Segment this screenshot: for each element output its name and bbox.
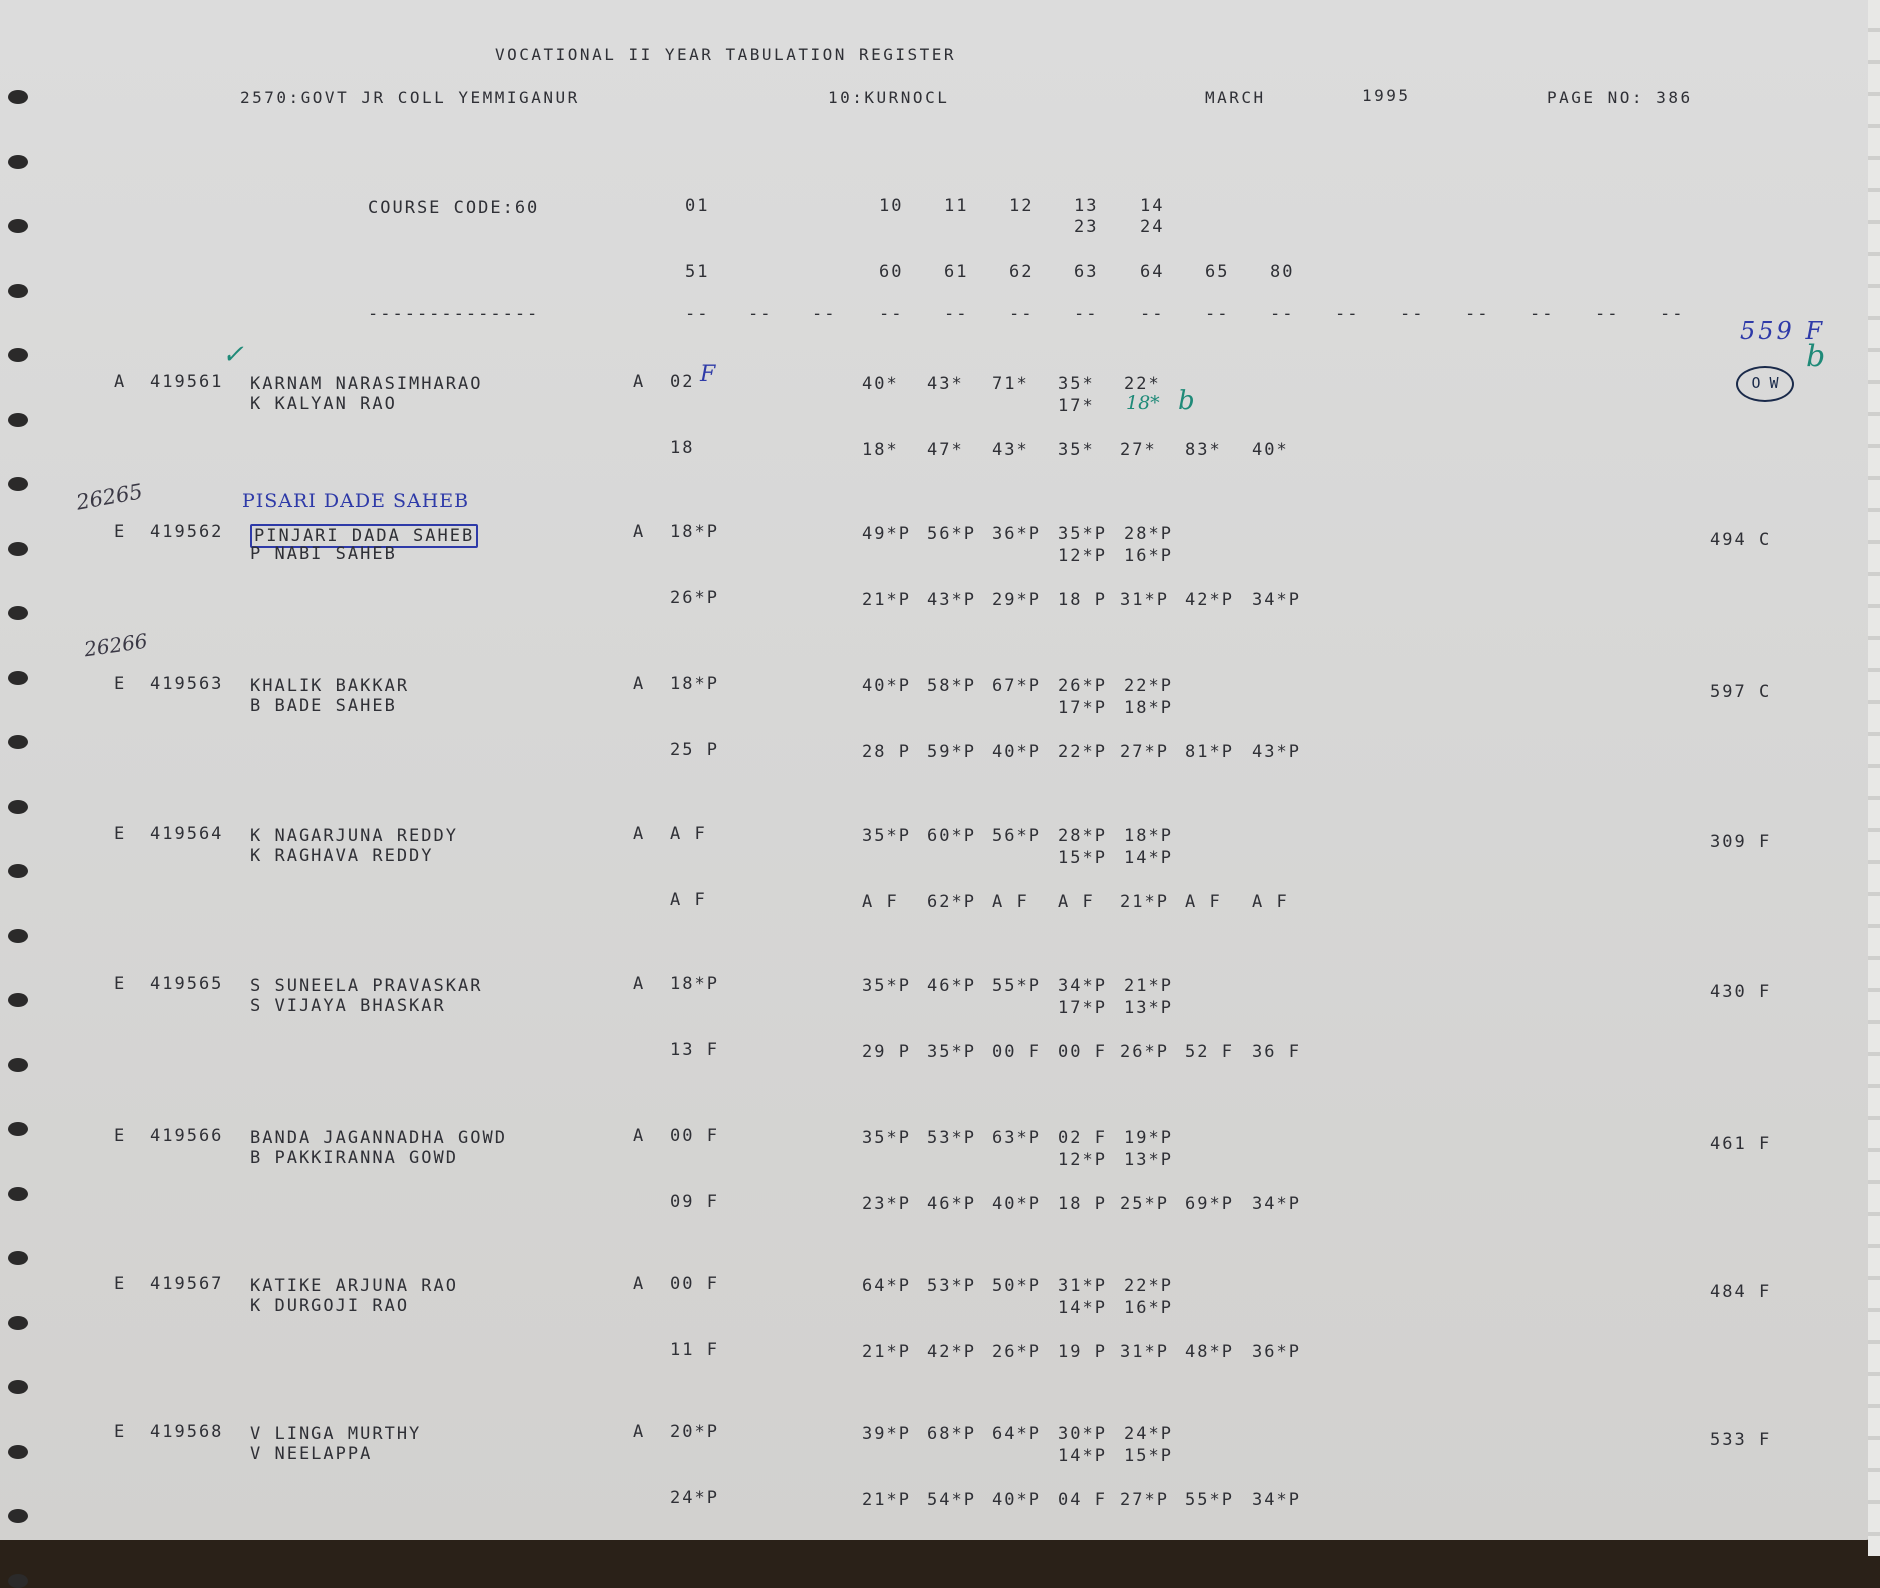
subject-mark: 55*P	[1185, 1490, 1234, 1510]
subject-mark: 35*P	[862, 1128, 911, 1148]
subject-mark: 22*P	[1124, 1276, 1173, 1296]
subject-mark: 15*P	[1124, 1446, 1173, 1466]
subject-mark: 35*	[1058, 440, 1095, 460]
subject-mark: 52 F	[1185, 1042, 1234, 1062]
dash-separator: --	[1595, 304, 1620, 324]
feed-hole	[8, 1445, 28, 1459]
subject-mark: 18*P	[1124, 826, 1173, 846]
record-flag: A	[633, 1126, 646, 1146]
subject-mark: 48*P	[1185, 1342, 1234, 1362]
record-type: E	[114, 1126, 127, 1146]
record-type: A	[114, 372, 127, 392]
subject-mark: A F	[1058, 892, 1095, 912]
subject-mark: 47*	[927, 440, 964, 460]
record-flag: A	[633, 824, 646, 844]
subject-mark: 12*P	[1058, 546, 1107, 566]
dash-separator: --	[1009, 304, 1034, 324]
handwritten-26266: 26266	[82, 628, 149, 662]
subject-mark: 42*P	[927, 1342, 976, 1362]
col-63: 63	[1074, 262, 1099, 282]
feed-hole	[8, 1251, 28, 1265]
col-65: 65	[1205, 262, 1230, 282]
subject-mark: 46*P	[927, 1194, 976, 1214]
subject-mark: 13*P	[1124, 998, 1173, 1018]
father-name: S VIJAYA BHASKAR	[250, 996, 446, 1016]
total-result: 430 F	[1710, 982, 1772, 1002]
student-name: PINJARI DADA SAHEB	[250, 524, 478, 548]
subject-mark: A F	[1185, 892, 1222, 912]
subject-mark: 14*P	[1058, 1298, 1107, 1318]
dash-separator: --	[1465, 304, 1490, 324]
record-flag: A	[633, 674, 646, 694]
record-number: 419567	[150, 1274, 224, 1294]
record-number: 419565	[150, 974, 224, 994]
subject-mark: A F	[862, 892, 899, 912]
col-24: 24	[1140, 217, 1165, 237]
paper-01-mark: 18*P	[670, 522, 719, 542]
dash-separator: --	[1270, 304, 1295, 324]
paper-51-mark: 26*P	[670, 588, 719, 608]
subject-mark: 35*	[1058, 374, 1095, 394]
subject-mark: 29*P	[992, 590, 1041, 610]
subject-mark: 43*	[927, 374, 964, 394]
subject-mark: 35*P	[862, 826, 911, 846]
subject-mark: 24*P	[1124, 1424, 1173, 1444]
col-11: 11	[944, 196, 969, 216]
father-name: B PAKKIRANNA GOWD	[250, 1148, 458, 1168]
col-51: 51	[685, 262, 710, 282]
father-name: V NEELAPPA	[250, 1444, 373, 1464]
record-type: E	[114, 522, 127, 542]
student-name: KATIKE ARJUNA RAO	[250, 1276, 458, 1296]
subject-mark: 15*P	[1058, 848, 1107, 868]
dash-separator: --	[1335, 304, 1360, 324]
record-number: 419568	[150, 1422, 224, 1442]
subject-mark: 18 P	[1058, 590, 1107, 610]
subject-mark: 28*P	[1124, 524, 1173, 544]
subject-mark: 40*	[1252, 440, 1289, 460]
paper-51-mark: 24*P	[670, 1488, 719, 1508]
col-23: 23	[1074, 217, 1099, 237]
record-number: 419563	[150, 674, 224, 694]
subject-mark: 18*P	[1124, 698, 1173, 718]
dash-separator: --	[1205, 304, 1230, 324]
col-60: 60	[879, 262, 904, 282]
subject-mark: 02 F	[1058, 1128, 1107, 1148]
col-62: 62	[1009, 262, 1034, 282]
subject-mark: 17*	[1058, 396, 1095, 416]
subject-mark: 17*P	[1058, 698, 1107, 718]
subject-mark: 25*P	[1120, 1194, 1169, 1214]
father-name: B BADE SAHEB	[250, 696, 397, 716]
subject-mark: 42*P	[1185, 590, 1234, 610]
subject-mark: 28*P	[1058, 826, 1107, 846]
subject-mark: 00 F	[992, 1042, 1041, 1062]
dash-separator: --	[1530, 304, 1555, 324]
dash-separator: --	[879, 304, 904, 324]
subject-mark: 21*P	[862, 1342, 911, 1362]
feed-hole	[8, 542, 28, 556]
father-name: P NABI SAHEB	[250, 544, 397, 564]
subject-mark: 60*P	[927, 826, 976, 846]
subject-mark: 29 P	[862, 1042, 911, 1062]
total-result: 494 C	[1710, 530, 1772, 550]
total-result: 309 F	[1710, 832, 1772, 852]
subject-mark: 50*P	[992, 1276, 1041, 1296]
subject-mark: 27*P	[1120, 742, 1169, 762]
subject-mark: 22*	[1124, 374, 1161, 394]
subject-mark: 81*P	[1185, 742, 1234, 762]
paper-51-mark: 09 F	[670, 1192, 719, 1212]
col-14: 14	[1140, 196, 1165, 216]
student-name: V LINGA MURTHY	[250, 1424, 422, 1444]
father-name: K DURGOJI RAO	[250, 1296, 410, 1316]
subject-mark: 12*P	[1058, 1150, 1107, 1170]
subject-mark: 56*P	[992, 826, 1041, 846]
subject-mark: 40*P	[992, 742, 1041, 762]
record-type: E	[114, 974, 127, 994]
record-flag: A	[633, 1274, 646, 1294]
feed-hole	[8, 1380, 28, 1394]
subject-mark: 49*P	[862, 524, 911, 544]
feed-hole	[8, 1058, 28, 1072]
subject-mark: 21*P	[862, 1490, 911, 1510]
feed-hole	[8, 1509, 28, 1523]
handwritten-b-margin: b	[1806, 339, 1826, 374]
paper-51-mark: A F	[670, 890, 707, 910]
dash-separator: --	[1074, 304, 1099, 324]
paper-01-mark: 00 F	[670, 1126, 719, 1146]
subject-mark: 56*P	[927, 524, 976, 544]
record-flag: A	[633, 1422, 646, 1442]
col-13: 13	[1074, 196, 1099, 216]
record-number: 419564	[150, 824, 224, 844]
record-type: E	[114, 674, 127, 694]
total-result: 461 F	[1710, 1134, 1772, 1154]
record-flag: A	[633, 522, 646, 542]
paper-01-mark: 20*P	[670, 1422, 719, 1442]
subject-mark: 69*P	[1185, 1194, 1234, 1214]
subject-mark: 68*P	[927, 1424, 976, 1444]
subject-mark: 36*P	[992, 524, 1041, 544]
student-name: BANDA JAGANNADHA GOWD	[250, 1128, 507, 1148]
feed-hole	[8, 219, 28, 233]
subject-mark: 14*P	[1124, 848, 1173, 868]
subject-mark: 36 F	[1252, 1042, 1301, 1062]
subject-mark: 22*P	[1058, 742, 1107, 762]
dash-separator: --	[1140, 304, 1165, 324]
paper-01-mark: A F	[670, 824, 707, 844]
subject-mark: 23*P	[862, 1194, 911, 1214]
col-10: 10	[879, 196, 904, 216]
total-result: 533 F	[1710, 1430, 1772, 1450]
paper-51-mark: 25 P	[670, 740, 719, 760]
subject-mark: 59*P	[927, 742, 976, 762]
subject-mark: 40*	[862, 374, 899, 394]
subject-mark: 19*P	[1124, 1128, 1173, 1148]
total-result: 484 F	[1710, 1282, 1772, 1302]
paper-51-mark: 13 F	[670, 1040, 719, 1060]
college-name: 2570:GOVT JR COLL YEMMIGANUR	[240, 88, 580, 107]
father-name: K RAGHAVA REDDY	[250, 846, 434, 866]
record-type: E	[114, 824, 127, 844]
student-name: KARNAM NARASIMHARAO	[250, 374, 483, 394]
dash-separator: --	[1400, 304, 1425, 324]
dash-separator: --	[812, 304, 837, 324]
handwritten-26265: 26265	[74, 479, 145, 515]
subject-mark: 58*P	[927, 676, 976, 696]
paper-01-mark: 00 F	[670, 1274, 719, 1294]
subject-mark: 39*P	[862, 1424, 911, 1444]
record-flag: A	[633, 372, 646, 392]
subject-mark: 64*P	[992, 1424, 1041, 1444]
subject-mark: 14*P	[1058, 1446, 1107, 1466]
feed-hole	[8, 735, 28, 749]
paper-01-mark: 18*P	[670, 674, 719, 694]
subject-mark: 34*P	[1252, 590, 1301, 610]
subject-mark: 31*P	[1120, 1342, 1169, 1362]
district-name: 10:KURNOCL	[828, 88, 950, 107]
subject-mark: 31*P	[1058, 1276, 1107, 1296]
subject-mark: 40*P	[992, 1194, 1041, 1214]
subject-mark: 71*	[992, 374, 1029, 394]
feed-hole	[8, 993, 28, 1007]
feed-hole	[8, 348, 28, 362]
subject-mark: 16*P	[1124, 546, 1173, 566]
exam-year: 1995	[1362, 86, 1411, 105]
student-name: KHALIK BAKKAR	[250, 676, 410, 696]
paper-01-mark: 18*P	[670, 974, 719, 994]
subject-mark: 64*P	[862, 1276, 911, 1296]
subject-mark: 63*P	[992, 1128, 1041, 1148]
subject-mark: 21*P	[1120, 892, 1169, 912]
paper-edge-strip	[1868, 0, 1880, 1556]
record-number: 419561	[150, 372, 224, 392]
col-80: 80	[1270, 262, 1295, 282]
total-result: 597 C	[1710, 682, 1772, 702]
subject-mark: 53*P	[927, 1276, 976, 1296]
subject-mark: 27*P	[1120, 1490, 1169, 1510]
subject-mark: 62*P	[927, 892, 976, 912]
dash-separator: --	[944, 304, 969, 324]
subject-mark: 35*P	[862, 976, 911, 996]
subject-mark: 43*	[992, 440, 1029, 460]
subject-mark: 26*P	[1058, 676, 1107, 696]
record-type: E	[114, 1422, 127, 1442]
col-01: 01	[685, 196, 710, 216]
dash-separator: --	[685, 304, 710, 324]
handwritten-correction: PISARI DADE SAHEB	[242, 490, 470, 512]
subject-mark: A F	[992, 892, 1029, 912]
subject-mark: 22*P	[1124, 676, 1173, 696]
feed-hole	[8, 155, 28, 169]
subject-mark: 83*	[1185, 440, 1222, 460]
handwritten-18: 18*	[1126, 392, 1160, 414]
exam-month: MARCH	[1205, 88, 1266, 107]
subject-mark: 17*P	[1058, 998, 1107, 1018]
subject-mark: 40*P	[992, 1490, 1041, 1510]
subject-mark: 40*P	[862, 676, 911, 696]
student-name: K NAGARJUNA REDDY	[250, 826, 458, 846]
handwritten-ow-circle: O W	[1736, 366, 1794, 402]
feed-hole	[8, 864, 28, 878]
handwritten-first-f: F	[700, 362, 716, 387]
feed-hole	[8, 800, 28, 814]
subject-mark: 18 P	[1058, 1194, 1107, 1214]
subject-mark: 16*P	[1124, 1298, 1173, 1318]
record-type: E	[114, 1274, 127, 1294]
subject-mark: 43*P	[1252, 742, 1301, 762]
feed-hole	[8, 1122, 28, 1136]
subject-mark: 30*P	[1058, 1424, 1107, 1444]
subject-mark: 53*P	[927, 1128, 976, 1148]
subject-mark: 31*P	[1120, 590, 1169, 610]
course-code: COURSE CODE:60	[368, 198, 540, 218]
record-number: 419562	[150, 522, 224, 542]
subject-mark: 34*P	[1252, 1490, 1301, 1510]
subject-mark: 46*P	[927, 976, 976, 996]
subject-mark: 67*P	[992, 676, 1041, 696]
subject-mark: 00 F	[1058, 1042, 1107, 1062]
subject-mark: 34*P	[1252, 1194, 1301, 1214]
feed-hole	[8, 1187, 28, 1201]
subject-mark: 21*P	[1124, 976, 1173, 996]
subject-mark: 54*P	[927, 1490, 976, 1510]
dash-separator: --	[1660, 304, 1685, 324]
handwritten-tick: ✓	[222, 340, 244, 370]
subject-mark: 18*	[862, 440, 899, 460]
page-number: PAGE NO: 386	[1547, 88, 1693, 107]
subject-mark: 27*	[1120, 440, 1157, 460]
handwritten-b: b	[1178, 386, 1195, 416]
record-number: 419566	[150, 1126, 224, 1146]
feed-hole	[8, 284, 28, 298]
paper-51-mark: 11 F	[670, 1340, 719, 1360]
record-flag: A	[633, 974, 646, 994]
subject-mark: 36*P	[1252, 1342, 1301, 1362]
feed-hole	[8, 1316, 28, 1330]
subject-mark: 13*P	[1124, 1150, 1173, 1170]
col-12: 12	[1009, 196, 1034, 216]
feed-hole	[8, 929, 28, 943]
feed-hole	[8, 671, 28, 685]
col-64: 64	[1140, 262, 1165, 282]
register-title: VOCATIONAL II YEAR TABULATION REGISTER	[495, 45, 957, 64]
subject-mark: 34*P	[1058, 976, 1107, 996]
handwritten-559f: 559 F	[1740, 317, 1826, 345]
paper-51-mark: 18	[670, 438, 695, 458]
subject-mark: 19 P	[1058, 1342, 1107, 1362]
subject-mark: 35*P	[1058, 524, 1107, 544]
subject-mark: 21*P	[862, 590, 911, 610]
subject-mark: 43*P	[927, 590, 976, 610]
subject-mark: 26*P	[992, 1342, 1041, 1362]
subject-mark: 28 P	[862, 742, 911, 762]
feed-hole	[8, 477, 28, 491]
feed-hole	[8, 90, 28, 104]
feed-hole	[8, 606, 28, 620]
subject-mark: 04 F	[1058, 1490, 1107, 1510]
subject-mark: 35*P	[927, 1042, 976, 1062]
dash-separator: --	[748, 304, 773, 324]
subject-mark: A F	[1252, 892, 1289, 912]
father-name: K KALYAN RAO	[250, 394, 397, 414]
student-name: S SUNEELA PRAVASKAR	[250, 976, 483, 996]
subject-mark: 55*P	[992, 976, 1041, 996]
paper-01-mark: 02	[670, 372, 695, 392]
subject-mark: 26*P	[1120, 1042, 1169, 1062]
feed-hole	[8, 1574, 28, 1588]
feed-hole	[8, 413, 28, 427]
col-61: 61	[944, 262, 969, 282]
header-underline: --------------	[368, 304, 540, 324]
